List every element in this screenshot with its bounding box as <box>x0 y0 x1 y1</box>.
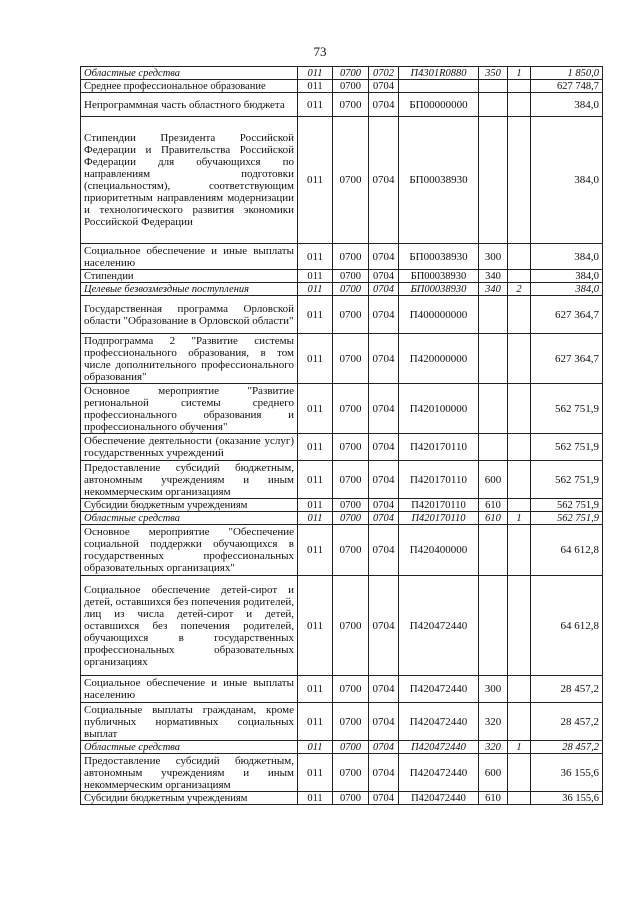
ministry-code: 011 <box>298 334 333 384</box>
subsection-code: 0704 <box>369 512 399 525</box>
row-name: Среднее профессиональное образование <box>81 80 298 93</box>
ministry-code: 011 <box>298 283 333 296</box>
funding-source-code <box>508 384 531 434</box>
amount-value: 627 364,7 <box>531 334 603 384</box>
amount-value: 64 612,8 <box>531 525 603 576</box>
section-code: 0700 <box>333 67 369 80</box>
expense-type-code <box>479 334 508 384</box>
table-row <box>81 512 603 525</box>
funding-source-code <box>508 525 531 576</box>
row-name: Областные средства <box>81 67 298 80</box>
ministry-code: 011 <box>298 461 333 499</box>
subsection-code: 0704 <box>369 703 399 741</box>
subsection-code: 0704 <box>369 434 399 461</box>
page-number: 73 <box>313 44 327 59</box>
target-article-code: П420170110 <box>399 461 479 499</box>
section-code: 0700 <box>333 296 369 334</box>
ministry-code: 011 <box>298 117 333 244</box>
target-article-code: П4301R0880 <box>399 67 479 80</box>
subsection-code: 0704 <box>369 117 399 244</box>
table-row <box>81 525 603 576</box>
row-name: Непрограммная часть областного бюджета <box>81 93 298 117</box>
section-code: 0700 <box>333 461 369 499</box>
subsection-code: 0704 <box>369 576 399 676</box>
funding-source-code <box>508 703 531 741</box>
row-name: Основное мероприятие "Обеспечение социальной поддержки обучающихся в государственных профессиональных образовательных организациях" <box>81 525 298 576</box>
table-row <box>81 283 603 296</box>
expense-type-code <box>479 576 508 676</box>
funding-source-code <box>508 461 531 499</box>
amount-value: 562 751,9 <box>531 384 603 434</box>
subsection-code: 0704 <box>369 754 399 792</box>
ministry-code: 011 <box>298 434 333 461</box>
ministry-code: 011 <box>298 525 333 576</box>
row-name: Предоставление субсидий бюджетным, автономным учреждениям и иным некоммерческим организациям <box>81 754 298 792</box>
ministry-code: 011 <box>298 703 333 741</box>
funding-source-code <box>508 117 531 244</box>
ministry-code: 011 <box>298 296 333 334</box>
budget-table-body <box>81 67 603 805</box>
amount-value: 562 751,9 <box>531 499 603 512</box>
target-article-code: П420472440 <box>399 754 479 792</box>
target-article-code: БП00038930 <box>399 117 479 244</box>
funding-source-code <box>508 576 531 676</box>
table-row <box>81 244 603 270</box>
expense-type-code: 320 <box>479 703 508 741</box>
table-row <box>81 754 603 792</box>
ministry-code: 011 <box>298 80 333 93</box>
amount-value: 28 457,2 <box>531 703 603 741</box>
expense-type-code <box>479 117 508 244</box>
amount-value: 28 457,2 <box>531 741 603 754</box>
section-code: 0700 <box>333 676 369 703</box>
table-row <box>81 67 603 80</box>
expense-type-code <box>479 93 508 117</box>
funding-source-code: 1 <box>508 741 531 754</box>
amount-value: 384,0 <box>531 270 603 283</box>
target-article-code: П420400000 <box>399 525 479 576</box>
subsection-code: 0704 <box>369 80 399 93</box>
row-name: Социальное обеспечение детей-сирот и детей, оставшихся без попечения родителей, лиц из числа детей-сирот и детей, оставшихся без попечения родителей, обучающихся в государственных профессиональных образовательных организациях <box>81 576 298 676</box>
table-row <box>81 384 603 434</box>
row-name: Социальное обеспечение и иные выплаты населению <box>81 244 298 270</box>
ministry-code: 011 <box>298 384 333 434</box>
row-name: Стипендии Президента Российской Федерации и Правительства Российской Федерации для обучающихся по направлениям подготовки (специальностям), соответствующим приоритетным направлениям модернизации и технологического развития экономики Российской Федерации <box>81 117 298 244</box>
funding-source-code <box>508 434 531 461</box>
target-article-code: П420170110 <box>399 434 479 461</box>
budget-table <box>80 66 603 805</box>
amount-value: 384,0 <box>531 117 603 244</box>
target-article-code: П420000000 <box>399 334 479 384</box>
section-code: 0700 <box>333 434 369 461</box>
ministry-code: 011 <box>298 270 333 283</box>
expense-type-code: 350 <box>479 67 508 80</box>
amount-value: 627 364,7 <box>531 296 603 334</box>
ministry-code: 011 <box>298 67 333 80</box>
subsection-code: 0704 <box>369 244 399 270</box>
table-row <box>81 117 603 244</box>
amount-value: 36 155,6 <box>531 792 603 805</box>
subsection-code: 0702 <box>369 67 399 80</box>
subsection-code: 0704 <box>369 384 399 434</box>
funding-source-code: 1 <box>508 512 531 525</box>
target-article-code: П420170110 <box>399 499 479 512</box>
section-code: 0700 <box>333 117 369 244</box>
section-code: 0700 <box>333 576 369 676</box>
section-code: 0700 <box>333 270 369 283</box>
funding-source-code <box>508 334 531 384</box>
section-code: 0700 <box>333 384 369 434</box>
expense-type-code: 300 <box>479 244 508 270</box>
funding-source-code <box>508 792 531 805</box>
target-article-code: П420472440 <box>399 792 479 805</box>
table-row <box>81 703 603 741</box>
table-row <box>81 676 603 703</box>
expense-type-code: 340 <box>479 270 508 283</box>
section-code: 0700 <box>333 244 369 270</box>
row-name: Стипендии <box>81 270 298 283</box>
table-row <box>81 792 603 805</box>
expense-type-code: 600 <box>479 461 508 499</box>
expense-type-code: 340 <box>479 283 508 296</box>
amount-value: 36 155,6 <box>531 754 603 792</box>
expense-type-code <box>479 525 508 576</box>
funding-source-code: 1 <box>508 67 531 80</box>
table-row <box>81 434 603 461</box>
amount-value: 562 751,9 <box>531 461 603 499</box>
table-row <box>81 461 603 499</box>
amount-value: 384,0 <box>531 283 603 296</box>
subsection-code: 0704 <box>369 676 399 703</box>
target-article-code: БП00038930 <box>399 244 479 270</box>
ministry-code: 011 <box>298 499 333 512</box>
subsection-code: 0704 <box>369 499 399 512</box>
expense-type-code <box>479 296 508 334</box>
funding-source-code <box>508 270 531 283</box>
table-row <box>81 296 603 334</box>
table-row <box>81 270 603 283</box>
ministry-code: 011 <box>298 741 333 754</box>
amount-value: 28 457,2 <box>531 676 603 703</box>
section-code: 0700 <box>333 703 369 741</box>
subsection-code: 0704 <box>369 296 399 334</box>
table-row <box>81 576 603 676</box>
subsection-code: 0704 <box>369 283 399 296</box>
subsection-code: 0704 <box>369 270 399 283</box>
funding-source-code <box>508 80 531 93</box>
target-article-code: П400000000 <box>399 296 479 334</box>
row-name: Субсидии бюджетным учреждениям <box>81 792 298 805</box>
expense-type-code: 610 <box>479 499 508 512</box>
target-article-code: П420170110 <box>399 512 479 525</box>
row-name: Социальное обеспечение и иные выплаты населению <box>81 676 298 703</box>
target-article-code: П420472440 <box>399 703 479 741</box>
row-name: Подпрограмма 2 "Развитие системы профессионального образования, в том числе дополнительного профессионального образования" <box>81 334 298 384</box>
expense-type-code: 320 <box>479 741 508 754</box>
row-name: Обеспечение деятельности (оказание услуг) государственных учреждений <box>81 434 298 461</box>
row-name: Субсидии бюджетным учреждениям <box>81 499 298 512</box>
expense-type-code: 610 <box>479 792 508 805</box>
ministry-code: 011 <box>298 244 333 270</box>
expense-type-code: 600 <box>479 754 508 792</box>
section-code: 0700 <box>333 93 369 117</box>
subsection-code: 0704 <box>369 334 399 384</box>
amount-value: 384,0 <box>531 244 603 270</box>
row-name: Социальные выплаты гражданам, кроме публичных нормативных социальных выплат <box>81 703 298 741</box>
amount-value: 384,0 <box>531 93 603 117</box>
expense-type-code <box>479 80 508 93</box>
section-code: 0700 <box>333 512 369 525</box>
funding-source-code <box>508 676 531 703</box>
ministry-code: 011 <box>298 792 333 805</box>
section-code: 0700 <box>333 754 369 792</box>
funding-source-code: 2 <box>508 283 531 296</box>
amount-value: 1 850,0 <box>531 67 603 80</box>
target-article-code: П420472440 <box>399 576 479 676</box>
target-article-code: П420100000 <box>399 384 479 434</box>
table-row <box>81 334 603 384</box>
section-code: 0700 <box>333 334 369 384</box>
target-article-code <box>399 80 479 93</box>
funding-source-code <box>508 296 531 334</box>
amount-value: 64 612,8 <box>531 576 603 676</box>
ministry-code: 011 <box>298 512 333 525</box>
subsection-code: 0704 <box>369 461 399 499</box>
funding-source-code <box>508 244 531 270</box>
expense-type-code <box>479 434 508 461</box>
subsection-code: 0704 <box>369 741 399 754</box>
ministry-code: 011 <box>298 676 333 703</box>
row-name: Областные средства <box>81 512 298 525</box>
section-code: 0700 <box>333 80 369 93</box>
table-row <box>81 80 603 93</box>
row-name: Основное мероприятие "Развитие региональной системы среднего профессионального образования и профессионального обучения" <box>81 384 298 434</box>
target-article-code: БП00000000 <box>399 93 479 117</box>
expense-type-code <box>479 384 508 434</box>
amount-value: 627 748,7 <box>531 80 603 93</box>
table-row <box>81 499 603 512</box>
expense-type-code: 610 <box>479 512 508 525</box>
amount-value: 562 751,9 <box>531 434 603 461</box>
row-name: Предоставление субсидий бюджетным, автономным учреждениям и иным некоммерческим организациям <box>81 461 298 499</box>
ministry-code: 011 <box>298 754 333 792</box>
subsection-code: 0704 <box>369 93 399 117</box>
target-article-code: БП00038930 <box>399 270 479 283</box>
table-row <box>81 93 603 117</box>
subsection-code: 0704 <box>369 525 399 576</box>
row-name: Государственная программа Орловской области "Образование в Орловской области" <box>81 296 298 334</box>
amount-value: 562 751,9 <box>531 512 603 525</box>
target-article-code: БП00038930 <box>399 283 479 296</box>
funding-source-code <box>508 754 531 792</box>
row-name: Целевые безвозмездные поступления <box>81 283 298 296</box>
section-code: 0700 <box>333 283 369 296</box>
ministry-code: 011 <box>298 576 333 676</box>
ministry-code: 011 <box>298 93 333 117</box>
funding-source-code <box>508 93 531 117</box>
table-row <box>81 741 603 754</box>
subsection-code: 0704 <box>369 792 399 805</box>
funding-source-code <box>508 499 531 512</box>
section-code: 0700 <box>333 741 369 754</box>
section-code: 0700 <box>333 792 369 805</box>
section-code: 0700 <box>333 499 369 512</box>
target-article-code: П420472440 <box>399 741 479 754</box>
row-name: Областные средства <box>81 741 298 754</box>
target-article-code: П420472440 <box>399 676 479 703</box>
expense-type-code: 300 <box>479 676 508 703</box>
section-code: 0700 <box>333 525 369 576</box>
